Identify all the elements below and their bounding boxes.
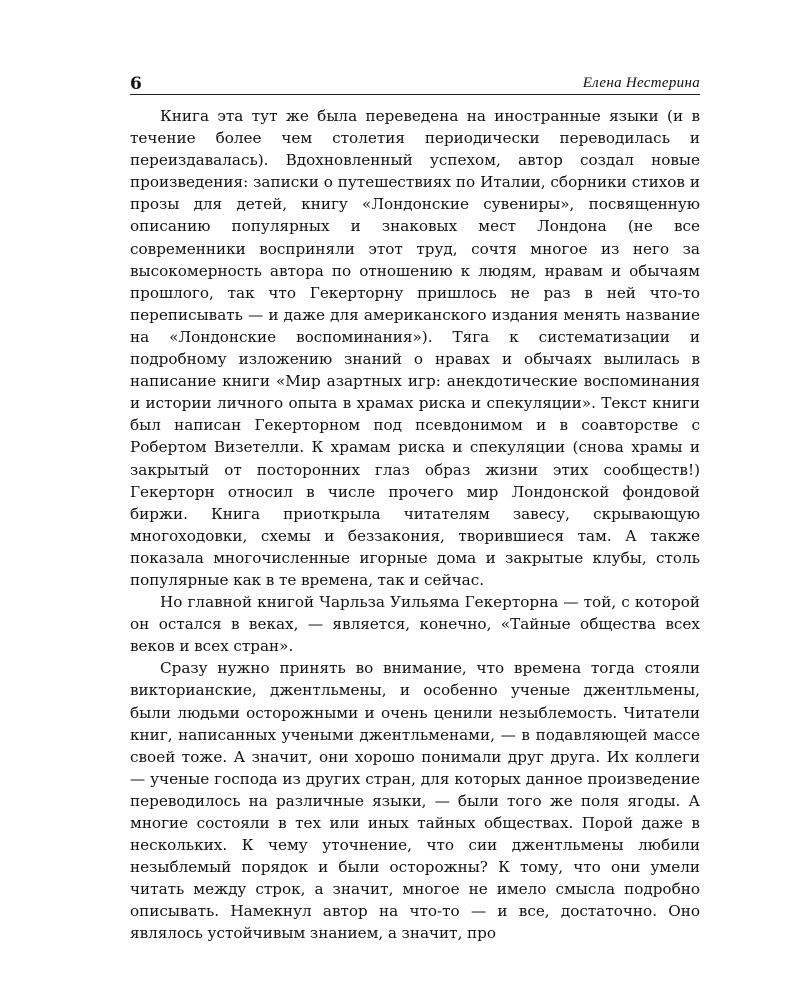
paragraph: Но главной книгой Чарльза Уильяма Гекерторна — той, с которой он остался в веках, — является, конечно, «Тайные общества всех веков и всех стран». xyxy=(130,593,700,656)
body-text xyxy=(130,105,700,945)
page-number: 6 xyxy=(130,74,142,94)
paragraph: Сразу нужно принять во внимание, что времена тогда стояли викторианские, джентльмены, и особенно ученые джентльмены, были людьми осторожными и очень ценили незыблемость. Читатели книг, написанных учеными джентльменами, — в подавляющей массе своей тоже. А значит, они хорошо понимали друг друга. Их коллеги — ученые господа из других стран, для которых данное произведение переводилось на различные языки, — были того же поля ягоды. А многие состояли в тех или иных тайных обществах. Порой даже в нескольких. К чему уточнение, что сии джентльмены любили незыблемый порядок и были осторожны? К тому, что они умели читать между строк, а значит, многое не имело смысла подробно описывать. Намекнул автор на что-то — и все, достаточно. Оно являлось устойчивым знанием, а значит, про xyxy=(130,659,700,943)
running-head xyxy=(130,70,700,95)
paragraph: Книга эта тут же была переведена на иностранные языки (и в течение более чем столетия периодически переводилась и переиздавалась). Вдохновленный успехом, автор создал новые произведения: записки о путешествиях по Италии, сборники стихов и прозы для детей, книгу «Лондонские сувениры», посвященную описанию популярных и знаковых мест Лондона (не все современники восприняли этот труд, сочтя многое из него за высокомерность автора по отношению к людям, нравам и обычаям прошлого, так что Гекерторну пришлось не раз в ней что-то переписывать — и даже для американского издания менять название на «Лондонские воспоминания»). Тяга к систематизации и подробному изложению знаний о нравах и обычаях вылилась в написание книги «Мир азартных игр: анекдотические воспоминания и истории личного опыта в храмах риска и спекуляции». Текст книги был написан Гекерторном под псевдонимом и в соавторстве с Робертом Визетелли. К храмам риска и спекуляции (снова храмы и закрытый от посторонних глаз образ жизни этих сообществ!) Гекерторн относил в числе прочего мир Лондонской фондовой биржи. Книга приоткрыла читателям завесу, скрывающую многоходовки, схемы и беззакония, творившиеся там. А также показала многочисленные игорные дома и закрытые клубы, столь популярные как в те времена, так и сейчас. xyxy=(130,107,700,589)
running-title-author: Елена Нестерина xyxy=(582,75,700,91)
book-page xyxy=(130,70,700,945)
